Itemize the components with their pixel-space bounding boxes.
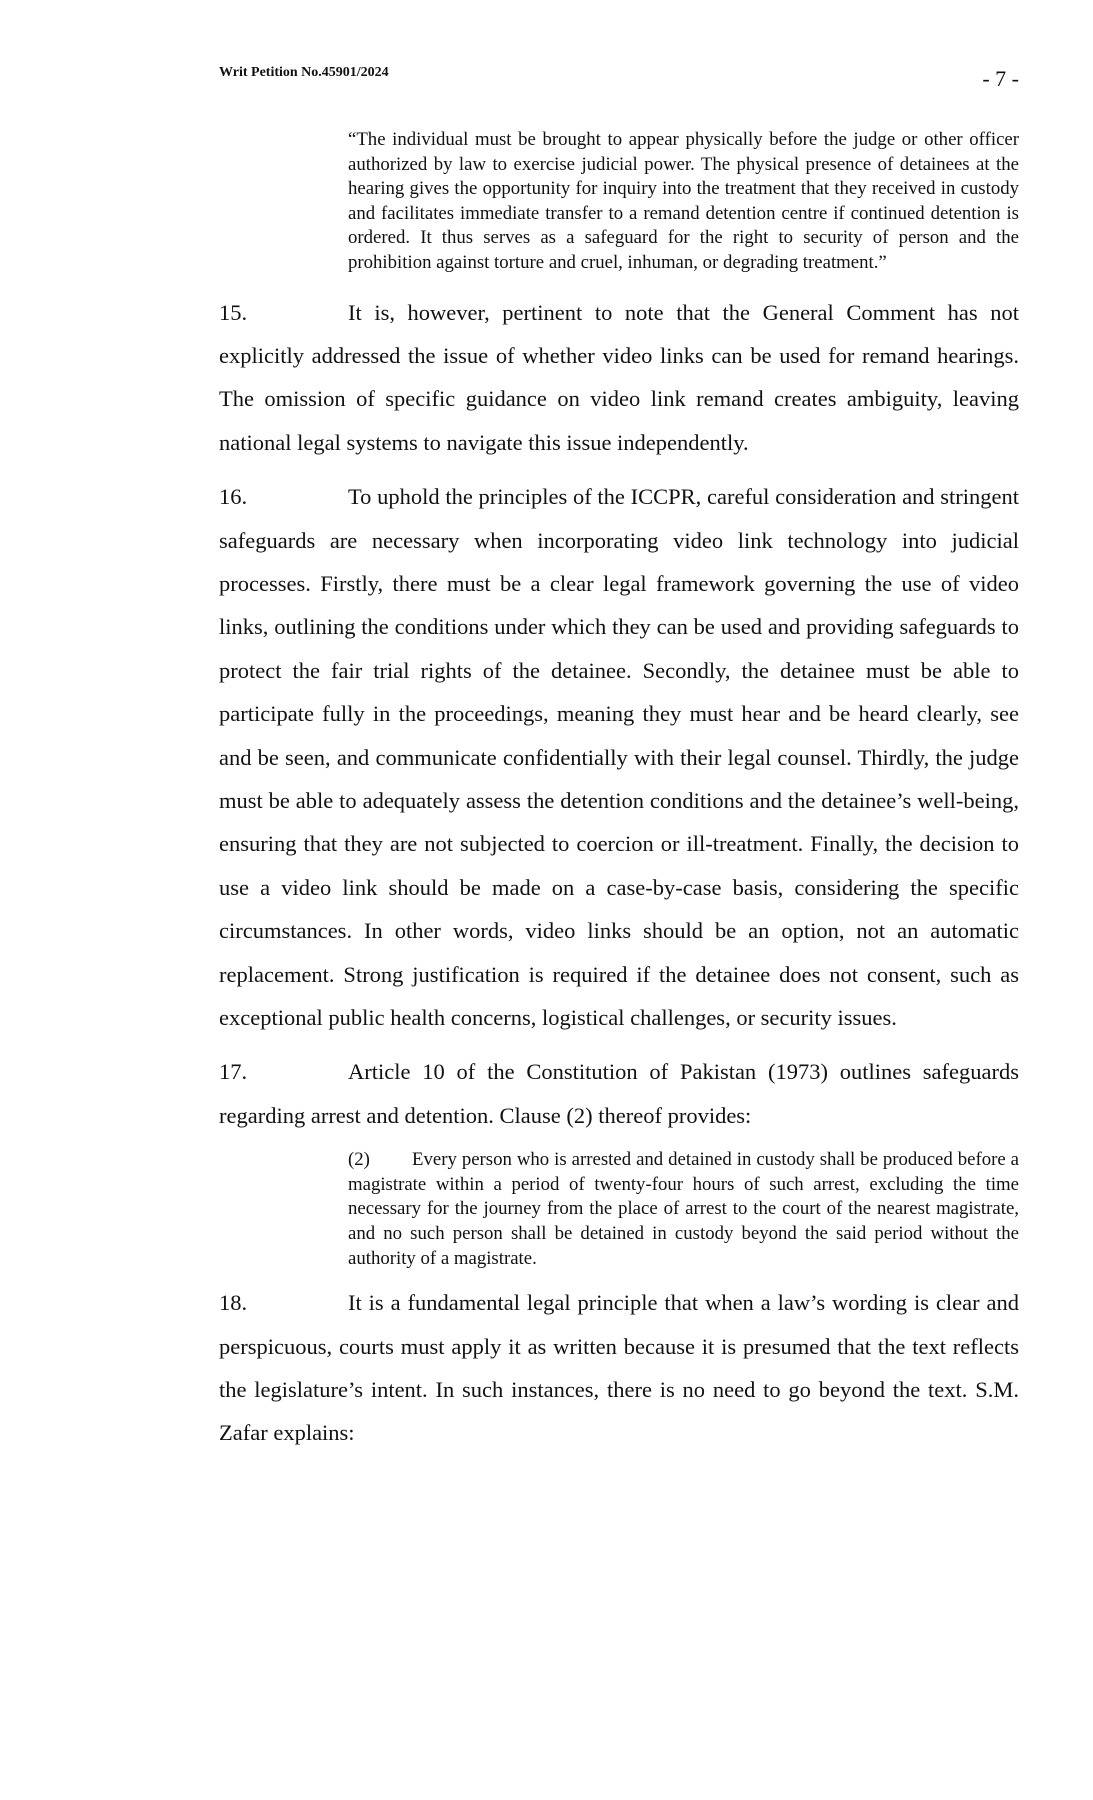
- clause-text: Every person who is arrested and detained in custody shall be produced before a magistrate within a period of twenty-four hours of such arrest, excluding the time necessary for the journey from the place of arrest to the court of the nearest magistrate, and no such person shall be detained in custody beyond the said period without the authority of a magistrate.: [348, 1149, 1019, 1269]
- paragraph-18: [219, 1281, 1019, 1455]
- paragraph-number: 18.: [219, 1290, 248, 1316]
- paragraph-number: 17.: [219, 1059, 248, 1085]
- page-number: - 7 -: [982, 66, 1019, 91]
- clause-number: (2): [348, 1149, 370, 1171]
- paragraph-text: It is a fundamental legal principle that when a law’s wording is clear and perspicuous, courts must apply it as written because it is presumed that the text reflects the legislature’s intent. In such instances, there is no need to go beyond the text. S.M. Zafar explains:: [219, 1290, 1019, 1446]
- paragraph-text: It is, however, pertinent to note that the General Comment has not explicitly addressed the issue of whether video links can be used for remand hearings. The omission of specific guidance on video link remand creates ambiguity, leaving national legal systems to navigate this issue independently.: [219, 299, 1019, 455]
- paragraph-number: 16.: [219, 484, 248, 510]
- paragraph-text: To uphold the principles of the ICCPR, careful consideration and stringent safeguards are necessary when incorporating video link technology into judicial processes. Firstly, there must be a clear legal framework governing the use of video links, outlining the conditions under which they can be used and providing safeguards to protect the fair trial rights of the detainee. Secondly, the detainee must be able to participate fully in the proceedings, meaning they must hear and be heard clearly, see and be seen, and communicate confidentially with their legal counsel. Thirdly, the judge must be able to adequately assess the detention conditions and the detainee’s well-being, ensuring that they are not subjected to coercion or ill-treatment. Finally, the decision to use a video link should be made on a case-by-case basis, considering the specific circumstances. In other words, video links should be an option, not an automatic replacement. Strong justification is required if the detainee does not consent, such as exceptional public health concerns, logistical challenges, or security issues.: [219, 484, 1019, 1031]
- quotation-general-comment: “The individual must be brought to appear physically before the judge or other officer authorized by law to exercise judicial power. The physical presence of detainees at the hearing gives the opportunity for inquiry into the treatment that they received in custody and facilitates immediate transfer to a remand detention centre if continued detention is ordered. It thus serves as a safeguard for the right to security of person and the prohibition against torture and cruel, inhuman, or degrading treatment.”: [348, 129, 1019, 273]
- quotation-article-10-clause-2: [348, 1148, 1019, 1271]
- paragraph-16: [219, 475, 1019, 1039]
- paragraph-number: 15.: [219, 299, 248, 325]
- paragraph-17: [219, 1050, 1019, 1137]
- case-number-header: Writ Petition No.45901/2024: [219, 65, 389, 80]
- document-body: [219, 128, 1019, 1455]
- paragraph-15: [219, 291, 1019, 465]
- paragraph-text: Article 10 of the Constitution of Pakistan (1973) outlines safeguards regarding arrest and detention. Clause (2) thereof provides:: [219, 1059, 1019, 1128]
